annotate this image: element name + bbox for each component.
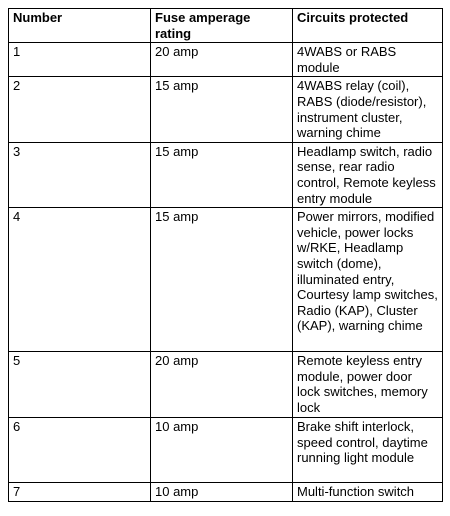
table-row (9, 483, 443, 502)
cell-rating: 10 amp (151, 483, 293, 502)
cell-circuits: 4WABS relay (coil), RABS (diode/resistor), instrument cluster, warning chime (293, 77, 443, 142)
table-row (9, 43, 443, 77)
cell-rating: 15 amp (151, 208, 293, 352)
cell-rating: 15 amp (151, 77, 293, 142)
table-header-row (9, 9, 443, 43)
cell-circuits: Power mirrors, modified vehicle, power locks w/RKE, Headlamp switch (dome), illuminated entry, Courtesy lamp switches, Radio (KAP), Cluster (KAP), warning chime (293, 208, 443, 352)
fuse-table (8, 8, 443, 502)
cell-number: 6 (9, 418, 151, 483)
cell-number: 4 (9, 208, 151, 352)
cell-circuits: Brake shift interlock, speed control, daytime running light module (293, 418, 443, 483)
cell-rating: 20 amp (151, 43, 293, 77)
table-row (9, 352, 443, 418)
cell-rating: 10 amp (151, 418, 293, 483)
header-fuse-rating: Fuse amperage rating (151, 9, 293, 43)
cell-number: 2 (9, 77, 151, 142)
cell-number: 1 (9, 43, 151, 77)
cell-circuits: Headlamp switch, radio sense, rear radio control, Remote keyless entry module (293, 142, 443, 207)
header-number: Number (9, 9, 151, 43)
table-row (9, 208, 443, 352)
cell-circuits: 4WABS or RABS module (293, 43, 443, 77)
cell-number: 5 (9, 352, 151, 418)
cell-number: 7 (9, 483, 151, 502)
table-row (9, 142, 443, 207)
cell-circuits: Multi-function switch (293, 483, 443, 502)
cell-number: 3 (9, 142, 151, 207)
cell-rating: 20 amp (151, 352, 293, 418)
header-circuits-protected: Circuits protected (293, 9, 443, 43)
table-row (9, 77, 443, 142)
table-row (9, 418, 443, 483)
cell-circuits: Remote keyless entry module, power door lock switches, memory lock (293, 352, 443, 418)
cell-rating: 15 amp (151, 142, 293, 207)
